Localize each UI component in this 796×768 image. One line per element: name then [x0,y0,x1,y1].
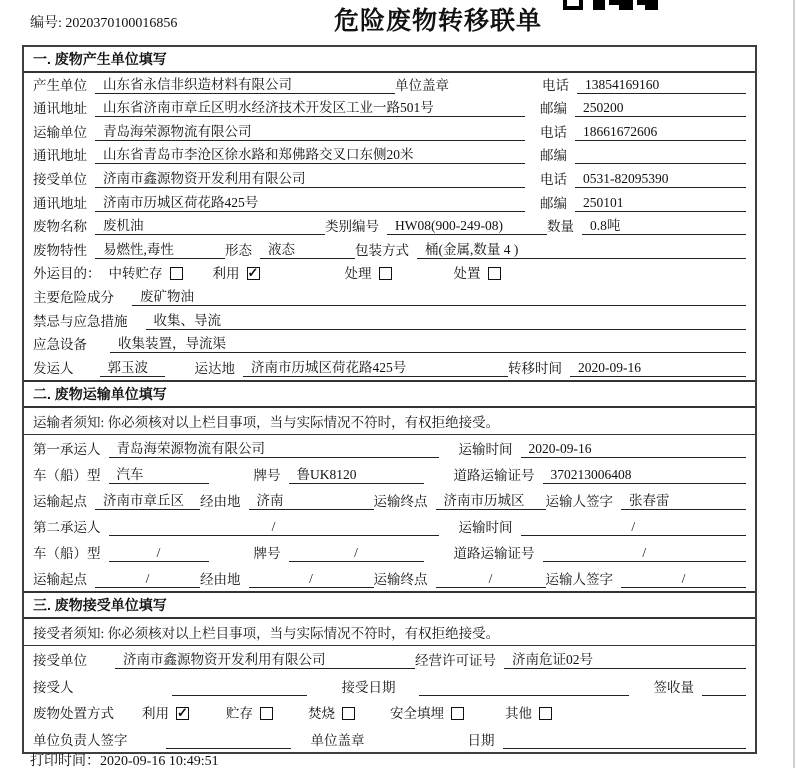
spacer [82,376,100,377]
form-row [24,73,755,97]
doc-number-value: 2020370100016856 [65,16,178,31]
spacer [464,721,505,722]
field-label: 运输终点 [373,571,428,587]
field-label: 经由地 [200,571,241,587]
field-label: 单位盖章 [395,77,449,93]
spacer [165,376,195,377]
form-row [24,725,755,752]
form-row [24,672,755,699]
section-receiver-unit [24,591,755,752]
field-value: / [109,545,209,562]
field-label: 运输时间 [458,519,513,535]
field-value: 2020-09-16 [570,360,746,377]
checkbox-label: 利用 [142,706,169,722]
field-value: 废机油 [95,218,325,235]
field-label: 运达地 [194,360,235,376]
field-label: 运输起点 [33,571,87,587]
field-value-blank [419,679,629,696]
form-row [24,461,755,487]
field-label: 电话 [540,171,567,187]
field-value: 收集装置，导流渠 [110,336,746,353]
checkbox-unchecked-icon [488,267,501,280]
field-value: 济南市历城区荷花路425号 [243,360,508,377]
field-value: / [95,571,200,588]
section-transport-unit [24,380,755,591]
checkbox-unchecked-icon [170,267,183,280]
spacer [629,695,654,696]
spacer [525,116,540,117]
doc-number [30,12,177,32]
checkbox-label: 焚烧 [308,706,335,722]
field-value: 鲁UK8120 [289,467,424,484]
checkbox-option [213,265,260,282]
section-2-header: 二. 废物运输单位填写 [24,380,755,408]
spacer [404,695,419,696]
checkbox-label: 中转贮存 [108,266,163,282]
field-value: / [249,571,374,588]
field-label: 数量 [547,219,574,235]
field-label: 运输起点 [33,493,87,509]
field-value: 济南市章丘区 [95,493,200,510]
qr-code-fragment [563,0,658,11]
spacer [273,721,308,722]
field-label: 形态 [225,242,252,258]
field-value: 汽车 [109,467,209,484]
form-row [24,565,755,591]
field-label: 通讯地址 [33,101,87,117]
field-value: 山东省济南市章丘区明水经济技术开发区工业一路501号 [95,100,525,117]
field-label: 运输单位 [33,124,87,140]
form-row [24,699,755,726]
checkbox-label: 处置 [453,266,481,282]
spacer [189,721,226,722]
field-label: 禁忌与应急措施 [33,313,128,329]
spacer [392,281,454,282]
field-label: 废物处置方式 [33,706,114,722]
field-label: 单位盖章 [310,732,365,748]
field-label: 日期 [467,732,495,748]
field-value-blank [166,732,291,749]
spacer [95,668,115,669]
form-row [24,167,755,191]
form-row [24,215,755,239]
spacer [373,748,468,749]
section-2-rows [24,435,755,591]
spacer [209,483,254,484]
field-value: 青岛海荣源物流有限公司 [109,441,439,458]
checkbox-unchecked-icon [451,707,464,720]
checkbox-label: 安全填埋 [390,706,444,722]
field-label: 电话 [540,124,567,140]
field-label: 发运人 [33,360,74,376]
spacer [424,483,454,484]
field-label: 废物特性 [33,242,87,258]
spacer [525,163,540,164]
spacer [183,281,213,282]
field-label: 类别编号 [325,219,379,235]
section-1-rows [24,73,755,380]
field-value: 济南市鑫源物资开发利用有限公司 [115,652,415,669]
transporter-notice: 运输者须知: 你必须核对以上栏目事项，当与实际情况不符时，有权拒绝接受。 [24,408,755,435]
field-value: 13854169160 [577,77,746,94]
checkbox-label: 利用 [212,266,240,282]
form-row [24,120,755,144]
form-row [24,238,755,262]
field-value: / [109,519,439,536]
field-value: 250200 [575,100,746,117]
field-value: 18661672606 [575,124,746,141]
field-value: 济南市历城区 [436,493,546,510]
field-value: 0.8吨 [582,218,746,235]
section-3-rows [24,646,755,752]
field-label: 邮编 [540,195,567,211]
field-label: 第一承运人 [33,441,101,457]
spacer [525,140,540,141]
field-label: 应急设备 [33,337,87,353]
spacer [122,721,142,722]
doc-number-label: 编号: [30,16,66,31]
field-value: 250101 [575,195,746,212]
field-label: 车（船）型 [33,467,101,483]
field-value: 易燃性,毒性 [95,242,225,259]
field-value: 2020-09-16 [521,441,747,458]
checkbox-unchecked-icon [260,707,273,720]
field-label: 主要危险成分 [33,289,114,305]
field-value: 济南市鑫源物资开发利用有限公司 [95,171,525,188]
field-value: / [621,571,746,588]
field-label: 通讯地址 [33,195,87,211]
field-label: 邮编 [540,148,567,164]
checkbox-option [226,705,273,722]
form-row [24,97,755,121]
field-label: 废物名称 [33,219,87,235]
checkbox-label: 处理 [344,266,372,282]
spacer [95,352,110,353]
form-row [24,333,755,357]
field-value: / [436,571,546,588]
field-label: 产生单位 [33,77,87,93]
spacer [209,561,254,562]
spacer [136,329,146,330]
section-3-header: 三. 废物接受单位填写 [24,591,755,619]
section-1-header: 一. 废物产生单位填写 [24,47,755,73]
spacer [122,305,132,306]
spacer [525,211,540,212]
form-row [24,513,755,539]
field-value: 济南 [249,493,374,510]
spacer [260,281,345,282]
checkbox-option [345,265,392,282]
field-value: 废矿物油 [132,289,746,306]
spacer [307,695,342,696]
form-row [24,285,755,309]
page-title: 危险废物转移联单 [334,7,543,35]
spacer [439,457,459,458]
checkbox-unchecked-icon [379,267,392,280]
field-value: 山东省永信非织造材料有限公司 [95,77,395,94]
field-value-blank [172,679,307,696]
form-row [24,262,755,286]
field-value: 370213006408 [543,467,747,484]
section-generator-unit [24,47,755,380]
field-label: 牌号 [253,545,281,561]
checkbox-unchecked-icon [342,707,355,720]
spacer [439,535,459,536]
field-label: 第二承运人 [33,519,101,535]
field-label: 接受人 [33,679,74,695]
field-label: 经由地 [200,493,241,509]
manifest-form-table [22,45,757,754]
page-edge-divider [793,0,795,768]
field-label: 邮编 [540,101,567,117]
field-label: 接受日期 [341,679,396,695]
field-label: 外运目的： [33,266,101,282]
field-label: 牌号 [253,467,281,483]
field-label: 运输终点 [373,493,428,509]
field-label: 单位负责人签字 [33,732,128,748]
form-row [24,487,755,513]
form-row [24,435,755,461]
checkbox-label: 贮存 [226,706,253,722]
field-value: 郭玉波 [100,360,165,377]
field-label: 运输人签字 [545,571,613,587]
spacer [136,748,166,749]
field-label: 道路运输证号 [453,545,535,561]
field-label: 接受单位 [33,653,87,669]
checkbox-option [390,705,464,722]
checkbox-option [308,705,355,722]
field-value: 张春雷 [621,493,746,510]
field-label: 电话 [542,77,569,93]
field-value: 山东省青岛市李沧区徐水路和郑佛路交叉口东侧20米 [95,147,525,164]
field-value-blank [575,147,746,164]
field-label: 运输人签字 [545,493,613,509]
checkbox-checked-icon [176,707,189,720]
spacer [424,561,454,562]
spacer [82,695,172,696]
spacer [355,721,390,722]
field-label: 经营许可证号 [415,653,496,669]
spacer [291,748,311,749]
field-value: 济南危证02号 [504,652,746,669]
field-value: HW08(900-249-08) [387,218,547,235]
receiver-notice: 接受者须知: 你必须核对以上栏目事项，当与实际情况不符时，有权拒绝接受。 [24,619,755,646]
form-row [24,309,755,333]
field-label: 道路运输证号 [453,467,535,483]
spacer [457,93,542,94]
field-label: 接受单位 [33,171,87,187]
field-label: 转移时间 [508,360,562,376]
field-label: 签收量 [653,679,694,695]
spacer [525,187,540,188]
field-value: / [543,545,747,562]
checkbox-checked-icon [247,267,260,280]
field-value: 桶(金属,数量 4 ) [417,242,746,259]
form-row [24,191,755,215]
print-time: 打印时间：2020-09-16 10:49:51 [30,754,219,768]
form-row [24,356,755,380]
field-value: / [521,519,747,536]
checkbox-option [142,705,189,722]
field-label: 通讯地址 [33,148,87,164]
checkbox-option [109,265,183,282]
field-label: 车（船）型 [33,545,101,561]
field-value: 济南市历城区荷花路425号 [95,195,525,212]
field-value: 0531-82095390 [575,171,746,188]
field-value-blank [702,679,746,696]
field-label: 运输时间 [458,441,513,457]
form-row [24,646,755,673]
field-value-blank [503,732,747,749]
field-label: 包装方式 [355,242,409,258]
checkbox-option [505,705,552,722]
form-row [24,539,755,565]
checkbox-label: 其他 [505,706,532,722]
form-row [24,144,755,168]
field-value: 青岛海荣源物流有限公司 [95,124,525,141]
checkbox-option [454,265,501,282]
field-value: 收集、导流 [146,313,747,330]
checkbox-unchecked-icon [539,707,552,720]
field-value: 液态 [260,242,355,259]
field-value: / [289,545,424,562]
